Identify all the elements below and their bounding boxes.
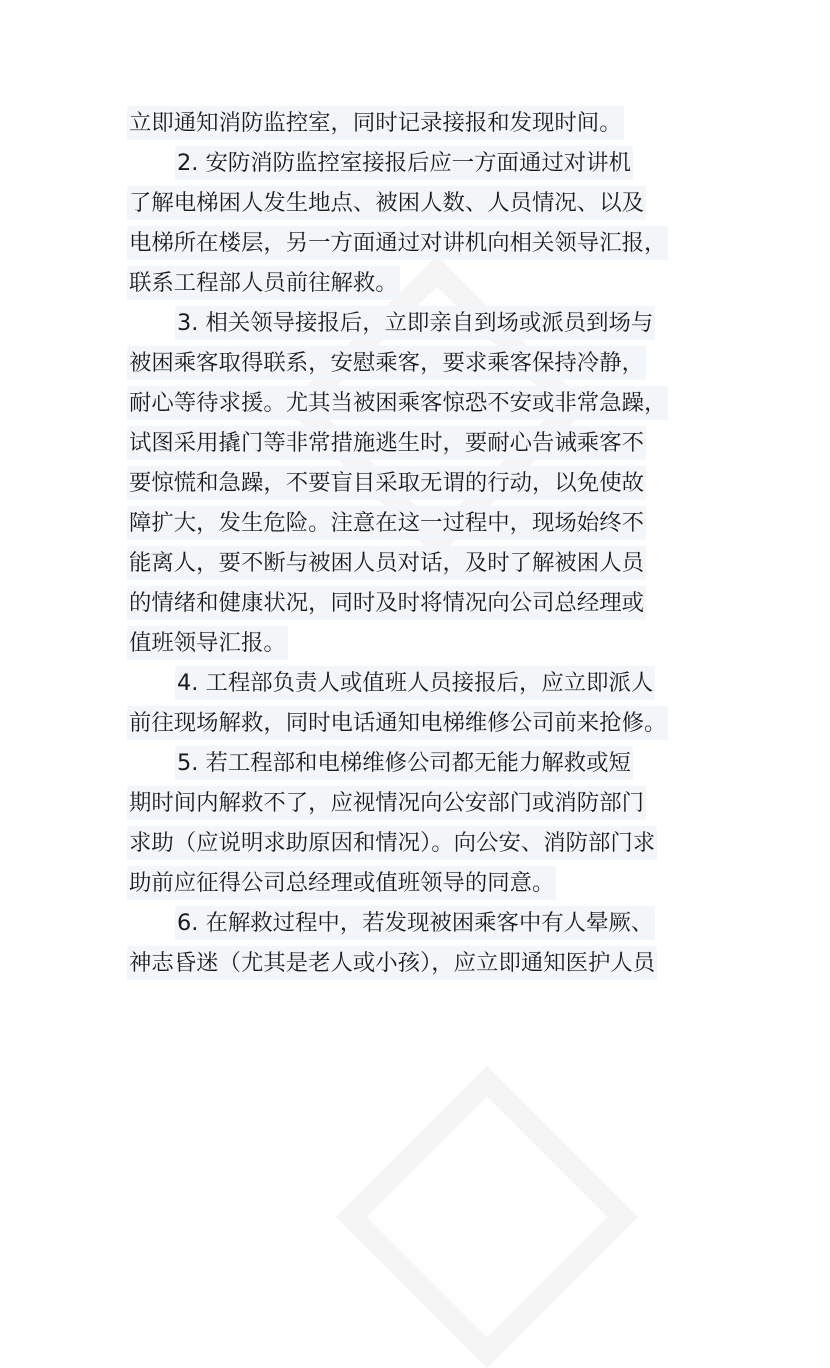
document-page (127, 103, 707, 983)
text-line (127, 703, 707, 743)
line-text: 要惊慌和急躁，不要盲目采取无谓的行动，以免使故 (127, 466, 646, 500)
line-text: 立即通知消防监控室，同时记录接报和发现时间。 (127, 106, 624, 140)
line-text: 障扩大，发生危险。注意在这一过程中，现场始终不 (127, 506, 646, 540)
line-text: 5. 若工程部和电梯维修公司都无能力解救或短 (175, 746, 633, 780)
text-line (127, 503, 707, 543)
line-text: 前往现场解救，同时电话通知电梯维修公司前来抢修。 (127, 706, 668, 740)
text-line (127, 143, 707, 183)
text-line (127, 183, 707, 223)
text-line (127, 823, 707, 863)
text-line (127, 543, 707, 583)
text-line (127, 623, 707, 663)
line-text: 了解电梯困人发生地点、被困人数、人员情况、以及 (127, 186, 646, 220)
line-text: 能离人，要不断与被困人员对话，及时了解被困人员 (127, 546, 646, 580)
line-text: 2. 安防消防监控室接报后应一方面通过对讲机 (175, 146, 633, 180)
watermark-diamond (336, 1066, 639, 1368)
line-text: 值班领导汇报。 (127, 626, 288, 660)
text-line (127, 463, 707, 503)
text-line (127, 423, 707, 463)
line-text: 神志昏迷（尤其是老人或小孩），应立即通知医护人员 (127, 946, 657, 980)
text-line (127, 743, 707, 783)
line-text: 助前应征得公司总经理或值班领导的同意。 (127, 866, 556, 900)
text-line (127, 663, 707, 703)
line-text: 期时间内解救不了，应视情况向公安部门或消防部门 (127, 786, 646, 820)
line-text: 求助（应说明求助原因和情况）。向公安、消防部门求 (127, 826, 657, 860)
text-line (127, 263, 707, 303)
text-line (127, 383, 707, 423)
line-text: 3. 相关领导接报后，立即亲自到场或派员到场与 (175, 306, 655, 340)
text-line (127, 783, 707, 823)
text-line (127, 343, 707, 383)
line-text: 的情绪和健康状况，同时及时将情况向公司总经理或 (127, 586, 646, 620)
text-line (127, 943, 707, 983)
line-text: 6. 在解救过程中，若发现被困乘客中有人晕厥、 (175, 906, 655, 940)
text-line (127, 903, 707, 943)
line-text: 4. 工程部负责人或值班人员接报后，应立即派人 (175, 666, 655, 700)
text-line (127, 223, 707, 263)
text-line (127, 103, 707, 143)
line-text: 被困乘客取得联系，安慰乘客，要求乘客保持冷静， (127, 346, 646, 380)
line-text: 电梯所在楼层，另一方面通过对讲机向相关领导汇报， (127, 226, 668, 260)
text-line (127, 583, 707, 623)
text-line (127, 303, 707, 343)
line-text: 耐心等待求援。尤其当被困乘客惊恐不安或非常急躁， (127, 386, 668, 420)
text-line (127, 863, 707, 903)
line-text: 联系工程部人员前往解救。 (127, 266, 400, 300)
line-text: 试图采用撬门等非常措施逃生时，要耐心告诫乘客不 (127, 426, 646, 460)
